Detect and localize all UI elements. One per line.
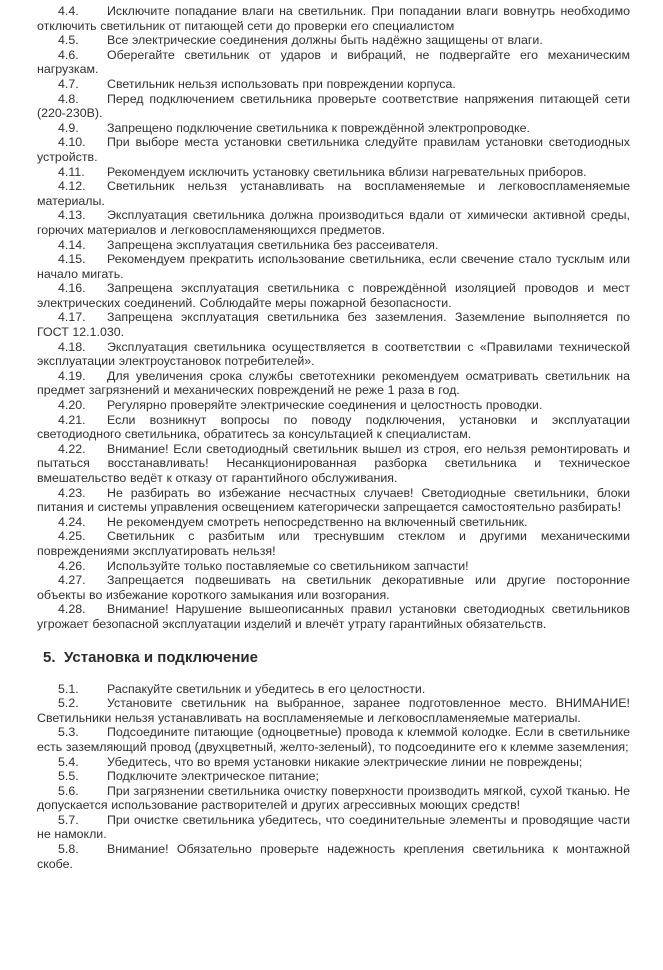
item-number: 5.7. [58,812,79,827]
item-text: Запрещена эксплуатация светильника без рассеивателя. [107,237,439,252]
item-text: Распакуйте светильник и убедитесь в его целостности. [107,681,426,696]
numbered-paragraph [37,121,630,136]
numbered-paragraph [37,179,630,208]
item-text: Эксплуатация светильника осуществляется в соответствии с «Правилами технической эксплуатации электроустановок потребителей». [37,339,630,369]
item-text: Используйте только поставляемые со светильником запчасти! [107,558,469,573]
item-number: 4.5. [58,33,79,48]
numbered-paragraph [37,340,630,369]
item-text: Запрещена эксплуатация светильника с повреждённой изоляцией проводов и мест электрических соединений. Соблюдайте меры пожарной безопасности. [37,281,630,310]
numbered-paragraph [37,529,630,558]
numbered-paragraph [37,369,630,398]
section-5-items [37,682,630,872]
section-5-heading-number: 5. [43,648,56,666]
section-5-heading [43,649,630,667]
numbered-paragraph [37,573,630,602]
numbered-paragraph [37,682,630,697]
item-text: Все электрические соединения должны быть надёжно защищены от влаги. [107,33,543,48]
item-number: 5.8. [58,842,79,857]
item-text: Подключите электрическое питание; [107,769,319,784]
item-text: Подсоедините питающие (одноцветные) провода к клеммой колодке. Если в светильнике есть заземляющий провод (двухцветный, желто-зеленый), то подсоедините его к клемме заземления; [37,725,630,754]
item-number: 4.21. [58,412,86,427]
item-number: 4.14. [58,237,86,252]
item-text: Рекомендуем исключить установку светильника вблизи нагревательных приборов. [107,164,587,179]
item-number: 5.6. [58,783,79,798]
numbered-paragraph [37,310,630,339]
item-number: 4.17. [58,310,86,325]
item-number: 5.2. [58,696,79,711]
item-text: Для увеличения срока службы светотехники рекомендуем осматривать светильник на предмет загрязнений и механических повреждений не реже 1 раза в год. [37,368,630,398]
item-number: 4.23. [58,485,86,500]
numbered-paragraph [37,48,630,77]
numbered-paragraph [37,281,630,310]
numbered-paragraph [37,33,630,48]
item-text: Оберегайте светильник от ударов и вибраций, не подвергайте его механическим нагрузкам. [37,47,630,77]
item-text: Внимание! Нарушение вышеописанных правил установки светодиодных светильников угрожает безопасной эксплуатации изделий и влечёт утрату гарантийных обязательств. [37,602,630,631]
item-text: Светильник нельзя устанавливать на воспламеняемые и легковоспламеняемые материалы. [37,179,630,208]
numbered-paragraph [37,842,630,871]
numbered-paragraph [37,238,630,253]
item-number: 4.19. [58,368,86,383]
item-text: Не разбирать во избежание несчастных случаев! Светодиодные светильники, блоки питания и системы управления освещением категорически запрещается самостоятельно разбирать! [37,485,630,515]
numbered-paragraph [37,769,630,784]
item-text: Запрещена эксплуатация светильника без заземления. Заземление выполняется по ГОСТ 12.1.030. [37,310,630,340]
numbered-paragraph [37,4,630,33]
item-number: 4.24. [58,514,86,529]
item-number: 5.5. [58,769,79,784]
item-text: Внимание! Если светодиодный светильник вышел из строя, его нельзя ремонтировать и пытаться восстанавливать! Несанкционированная разборка светильника и техническое вмешательство ведёт к отказу от гарантийного обслуживания. [37,441,630,485]
item-text: Регулярно проверяйте электрические соединения и целостность проводки. [107,398,543,413]
numbered-paragraph [37,77,630,92]
item-number: 4.22. [58,441,86,456]
item-text: При выборе места установки светильника следуйте правилам установки светодиодных устройств. [37,135,630,164]
item-number: 4.16. [58,281,86,296]
item-number: 5.1. [58,681,79,696]
item-number: 4.6. [58,47,79,62]
item-number: 4.7. [58,76,79,91]
numbered-paragraph [37,92,630,121]
item-number: 4.10. [58,135,86,150]
item-text: Светильник нельзя использовать при повреждении корпуса. [107,76,456,91]
item-text: Запрещается подвешивать на светильник декоративные или другие посторонние объекты во избежание короткого замыкания или возгорания. [37,573,630,602]
item-number: 5.3. [58,725,79,740]
item-text: Убедитесь, что во время установки никакие электрические линии не повреждены; [107,754,583,769]
numbered-paragraph [37,696,630,725]
item-text: Исключите попадание влаги на светильник. При попадании влаги вовнутрь необходимо отключить светильник от питающей сети до проверки его специалистом [37,4,630,33]
item-number: 4.9. [58,120,79,135]
item-text: Перед подключением светильника проверьте соответствие напряжения питающей сети (220-230В). [37,91,630,121]
section-5-heading-title: Установка и подключение [64,648,258,666]
item-number: 4.11. [58,164,85,179]
item-number: 4.27. [58,573,86,588]
section-4-items [37,4,630,632]
numbered-paragraph [37,602,630,631]
item-number: 4.12. [58,179,86,194]
numbered-paragraph [37,486,630,515]
item-text: Установите светильник на выбранное, заранее подготовленное место. ВНИМАНИЕ! Светильники нельзя устанавливать на воспламеняемые и легковоспламеняемые материалы. [37,696,630,725]
numbered-paragraph [37,208,630,237]
item-number: 4.20. [58,398,86,413]
numbered-paragraph [37,165,630,180]
item-number: 5.4. [58,754,79,769]
numbered-paragraph [37,135,630,164]
item-text: Эксплуатация светильника должна производиться вдали от химически активной среды, горючих материалов и легковоспламеняющихся предметов. [37,208,630,237]
numbered-paragraph [37,442,630,486]
item-text: При очистке светильника убедитесь, что соединительные элементы и проводящие части не намокли. [37,812,630,842]
item-text: При загрязнении светильника очистку поверхности производить мягкой, сухой тканью. Не допускается использование растворителей и других агрессивных моющих средств! [37,783,630,813]
item-number: 4.26. [58,558,86,573]
item-number: 4.15. [58,252,86,267]
numbered-paragraph [37,252,630,281]
item-text: Если возникнут вопросы по поводу подключения, установки и эксплуатации светодиодного светильника, обратитесь за консультацией к специалистам. [37,412,630,442]
numbered-paragraph [37,755,630,770]
item-number: 4.25. [58,529,86,544]
item-text: Запрещено подключение светильника к повреждённой электропроводке. [107,120,530,135]
numbered-paragraph [37,515,630,530]
numbered-paragraph [37,398,630,413]
item-number: 4.8. [58,91,79,106]
item-number: 4.28. [58,602,86,617]
item-number: 4.4. [58,4,79,18]
numbered-paragraph [37,413,630,442]
item-text: Не рекомендуем смотреть непосредственно на включенный светильник. [107,514,528,529]
item-text: Рекомендуем прекратить использование светильника, если свечение стало тусклым или начало мигать. [37,252,630,281]
numbered-paragraph [37,725,630,754]
item-text: Светильник с разбитым или треснувшим стеклом и другими механическими повреждениями эксплуатировать нельзя! [37,529,630,558]
item-number: 4.13. [58,208,86,223]
item-text: Внимание! Обязательно проверьте надежность крепления светильника к монтажной скобе. [37,842,630,871]
numbered-paragraph [37,813,630,842]
item-number: 4.18. [58,339,86,354]
numbered-paragraph [37,559,630,574]
numbered-paragraph [37,784,630,813]
